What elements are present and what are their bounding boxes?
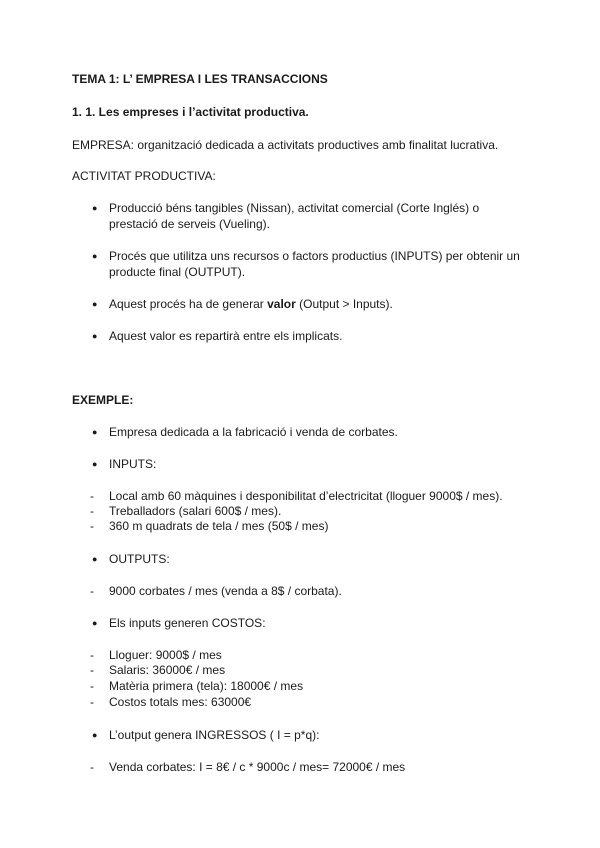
input-item: Local amb 60 màquines i desponibilitat d’electricitat (lloguer 9000$ / mes). [109,489,503,503]
dash-marker: - [90,760,94,774]
dash-marker: - [90,695,94,709]
empresa-definition: EMPRESA: organització dedicada a activitats productives amb finalitat lucrativa. [72,138,499,152]
bullet-icon: ● [92,331,98,341]
exemple-heading: EXEMPLE: [72,393,134,407]
dash-marker: - [90,584,94,598]
ingressos-label: L’output genera INGRESSOS ( I = p*q): [109,728,320,742]
emphasis-valor: valor [267,297,296,311]
bullet-icon: ● [92,459,98,469]
dash-marker: - [90,489,94,503]
dash-marker: - [90,519,94,533]
list-item [109,296,393,312]
activitat-heading: ACTIVITAT PRODUCTIVA: [72,169,216,183]
bullet-icon: ● [92,427,98,437]
cost-item: Salaris: 36000€ / mes [109,663,226,677]
list-item: Aquest valor es repartirà entre els implicats. [109,329,343,343]
bullet-icon: ● [92,299,98,309]
dash-marker: - [90,679,94,693]
bullet-icon: ● [92,554,98,564]
dash-marker: - [90,663,94,677]
dash-marker: - [90,504,94,518]
output-item: 9000 corbates / mes (venda a 8$ / corbata). [109,584,342,598]
list-item-continuation: producte final (OUTPUT). [109,265,246,279]
bullet-icon: ● [92,618,98,628]
costos-label: Els inputs generen COSTOS: [109,616,266,630]
cost-item: Lloguer: 9000$ / mes [109,648,222,662]
inputs-label: INPUTS: [109,457,157,471]
ingressos-item: Venda corbates: I = 8€ / c * 9000c / mes= 72000€ / mes [109,760,406,774]
text-segment: (Output > Inputs). [295,297,393,311]
bullet-icon: ● [92,203,98,213]
list-item: Empresa dedicada a la fabricació i venda de corbates. [109,425,398,439]
bullet-icon: ● [92,251,98,261]
dash-marker: - [90,648,94,662]
section-heading: 1. 1. Les empreses i l’activitat productiva. [72,105,309,119]
list-item-continuation: prestació de serveis (Vueling). [109,217,270,231]
list-item: Procés que utilitza uns recursos o factors productius (INPUTS) per obtenir un [109,249,520,263]
input-item: 360 m quadrats de tela / mes (50$ / mes) [109,519,329,533]
cost-item: Costos totals mes: 63000€ [109,695,252,709]
input-item: Treballadors (salari 600$ / mes). [109,504,282,518]
bullet-icon: ● [92,730,98,740]
text-segment: Aquest procés ha de generar [109,297,268,311]
document-title: TEMA 1: L’ EMPRESA I LES TRANSACCIONS [72,72,328,86]
cost-item: Matèria primera (tela): 18000€ / mes [109,679,304,693]
outputs-label: OUTPUTS: [109,552,170,566]
list-item: Producció béns tangibles (Nissan), activitat comercial (Corte Inglés) o [109,201,480,215]
